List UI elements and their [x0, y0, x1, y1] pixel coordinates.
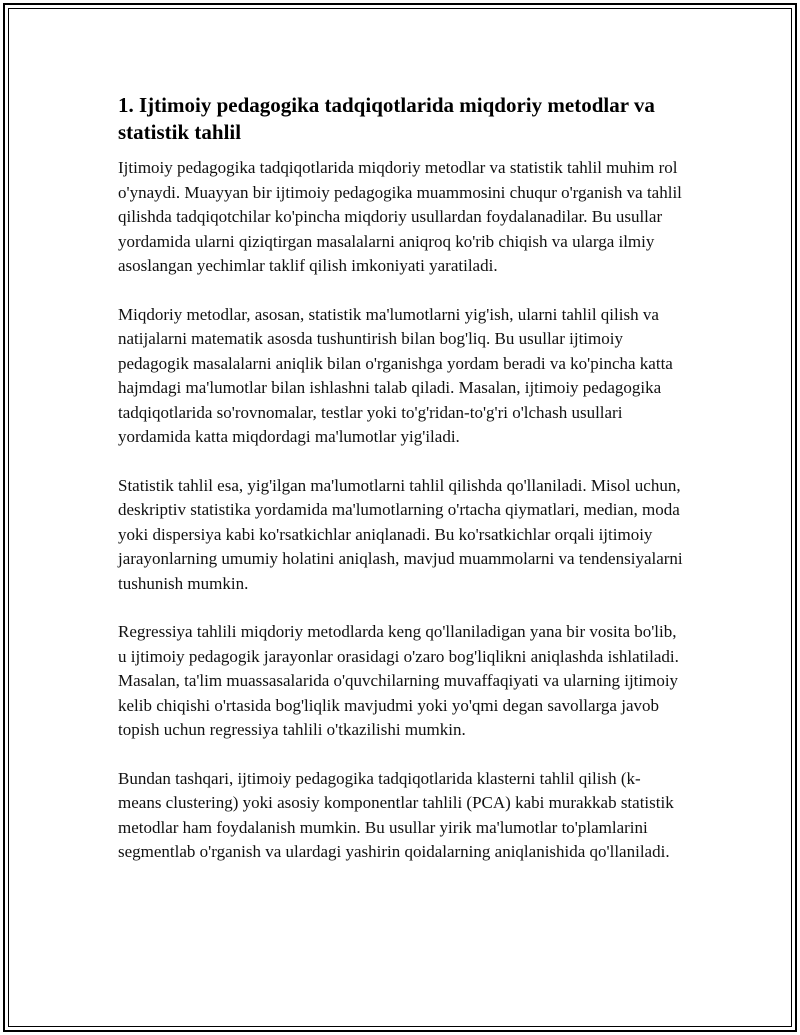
document-body: [118, 92, 684, 889]
paragraph-3: Statistik tahlil esa, yig'ilgan ma'lumotlarni tahlil qilishda qo'llaniladi. Misol uchun, deskriptiv statistika yordamida ma'lumotlarning o'rtacha qiymatlari, median, moda yoki dispersiya kabi ko'rsatkichlar aniqlanadi. Bu ko'rsatkichlar orqali ijtimoiy jarayonlarning umumiy holatini aniqlash, mavjud muammolarni va tendensiyalarni tushunish mumkin.: [118, 475, 683, 593]
paragraph-5: Bundan tashqari, ijtimoiy pedagogika tadqiqotlarida klasterni tahlil qilish (k-means clustering) yoki asosiy komponentlar tahlili (PCA) kabi murakkab statistik metodlar ham foydalanish mumkin. Bu usullar yirik ma'lumotlar to'plamlarini segmentlab o'rganish va ulardagi yashirin qoidalarning aniqlanishida qo'llaniladi.: [118, 768, 674, 861]
paragraph-4: Regressiya tahlili miqdoriy metodlarda keng qo'llaniladigan yana bir vosita bo'lib, u ijtimoiy pedagogik jarayonlar orasidagi o'zaro bog'liqlikni aniqlashda ishlatiladi. Masalan, ta'lim muassasalarida o'quvchilarning muvaffaqiyati va ularning ijtimoiy kelib chiqishi o'rtasida bog'liqlik mavjudmi yoki yo'qmi degan savollarga javob topish uchun regressiya tahlili o'tkazilishi mumkin.: [118, 622, 679, 739]
paragraph-2: Miqdoriy metodlar, asosan, statistik ma'lumotlarni yig'ish, ularni tahlil qilish va natijalarni matematik asosda tushuntirish bilan bog'liq. Bu usullar ijtimoiy pedagogik masalalarni aniqlik bilan o'rganishga yordam beradi va ko'pincha katta hajmdagi ma'lumotlar bilan ishlashni talab qiladi. Masalan, ijtimoiy pedagogika tadqiqotlarida so'rovnomalar, testlar yoki to'g'ridan-to'g'ri o'lchash usullari yordamida katta miqdordagi ma'lumotlar yig'iladi.: [118, 304, 673, 446]
paragraph-1: Ijtimoiy pedagogika tadqiqotlarida miqdoriy metodlar va statistik tahlil muhim rol o'ynaydi. Muayyan bir ijtimoiy pedagogika muammosini chuqur o'rganish va tahlil qilishda tadqiqotchilar ko'pincha miqdoriy usullardan foydalanadilar. Bu usullar yordamida ularni qiziqtirgan masalalarni aniqroq ko'rib chiqish va ularga ilmiy asoslangan yechimlar taklif qilish imkoniyati yaratiladi.: [118, 158, 682, 275]
section-heading: 1. Ijtimoiy pedagogika tadqiqotlarida miqdoriy metodlar va statistik tahlil: [118, 93, 655, 144]
